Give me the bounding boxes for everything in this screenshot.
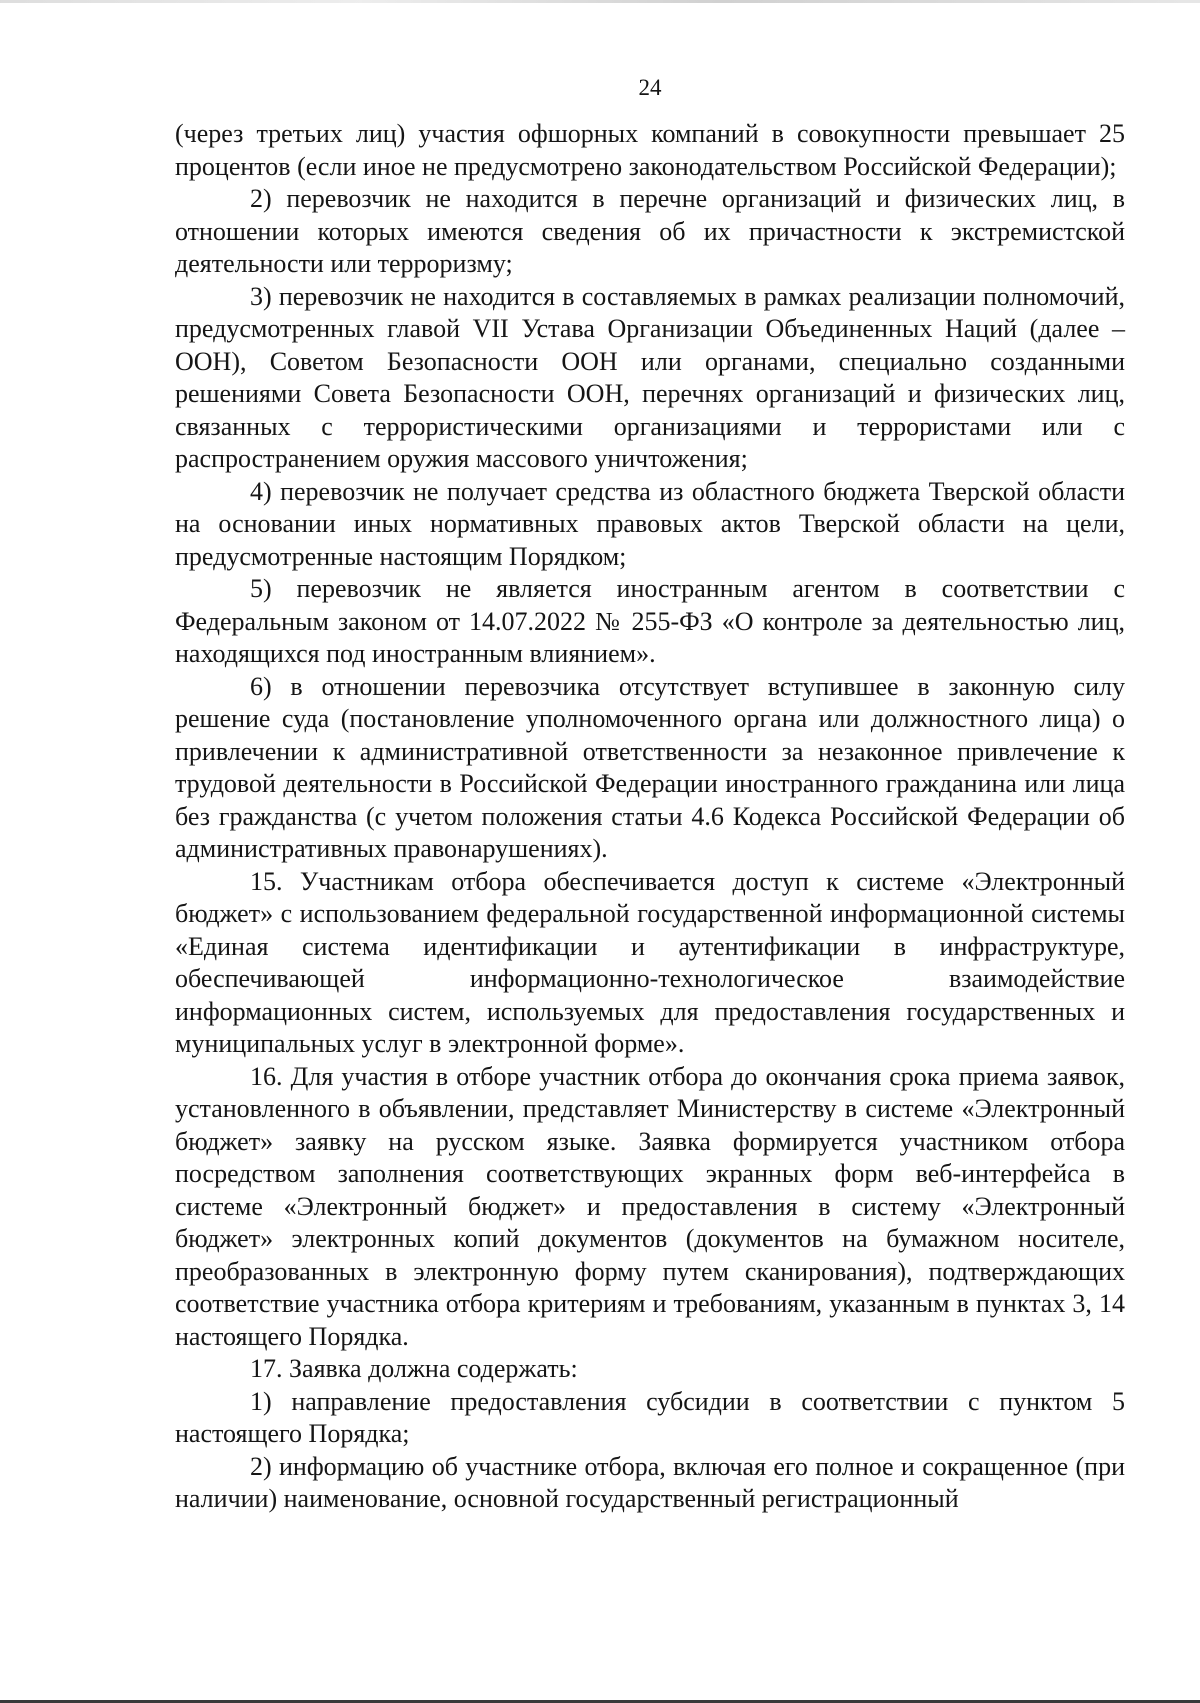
scan-edge-top bbox=[0, 0, 1200, 3]
paragraph-clause-16: 16. Для участия в отборе участник отбора до окончания срока приема заявок, установленного в объявлении, представляет Министерству в системе «Электронный бюджет» заявку на русском языке. Заявка формируется участником отбора посредством заполнения соответствующих экранных форм веб-интерфейса в системе «Электронный бюджет» и предоставления в систему «Электронный бюджет» электронных копий документов (документов на бумажном носителе, преобразованных в электронную форму путем сканирования), подтверждающих соответствие участника отбора критериям и требованиям, указанным в пунктах 3, 14 настоящего Порядка. bbox=[175, 1061, 1125, 1351]
paragraph-item-2: 2) перевозчик не находится в перечне организаций и физических лиц, в отношении которых имеются сведения об их причастности к экстремистской деятельности или терроризму; bbox=[175, 184, 1125, 278]
page-number: 24 bbox=[638, 75, 662, 100]
paragraph-clause-15: 15. Участникам отбора обеспечивается доступ к системе «Электронный бюджет» с использованием федеральной государственной информационной системы «Единая система идентификации и аутентификации в инфраструктуре, обеспечивающей информационно-технологическое взаимодействие информационных систем, используемых для предоставления государственных и муниципальных услуг в электронной форме». bbox=[175, 866, 1125, 1058]
paragraph-item-5: 5) перевозчик не является иностранным агентом в соответствии с Федеральным законом от 14.07.2022 № 255-ФЗ «О контроле за деятельностью лиц, находящихся под иностранным влиянием». bbox=[175, 574, 1125, 668]
paragraph-item-6: 6) в отношении перевозчика отсутствует вступившее в законную силу решение суда (постановление уполномоченного органа или должностного лица) о привлечении к административной ответственности за незаконное привлечение к трудовой деятельности в Российской Федерации иностранного гражданина или лица без гражданства (с учетом положения статьи 4.6 Кодекса Российской Федерации об административных правонарушениях). bbox=[175, 671, 1125, 863]
paragraph-clause-17: 17. Заявка должна содержать: bbox=[250, 1354, 578, 1383]
paragraph-item-4: 4) перевозчик не получает средства из областного бюджета Тверской области на основании иных нормативных правовых актов Тверской области на цели, предусмотренные настоящим Порядком; bbox=[175, 476, 1125, 571]
paragraph-clause-17-item-2: 2) информацию об участнике отбора, включая его полное и сокращенное (при наличии) наименование, основной государственный регистрационный bbox=[175, 1451, 1125, 1513]
document-body bbox=[175, 118, 1125, 1516]
paragraph-continuation: (через третьих лиц) участия офшорных компаний в совокупности превышает 25 процентов (если иное не предусмотрено законодательством Российской Федерации); bbox=[175, 119, 1125, 181]
paragraph-item-3: 3) перевозчик не находится в составляемых в рамках реализации полномочий, предусмотренных главой VII Устава Организации Объединенных Наций (далее – ООН), Советом Безопасности ООН или органами, специально созданными решениями Совета Безопасности ООН, перечнях организаций и физических лиц, связанных с террористическими организациями и террористами или с распространением оружия массового уничтожения; bbox=[175, 281, 1125, 473]
paragraph-clause-17-item-1: 1) направление предоставления субсидии в соответствии с пунктом 5 настоящего Порядка; bbox=[175, 1386, 1125, 1448]
